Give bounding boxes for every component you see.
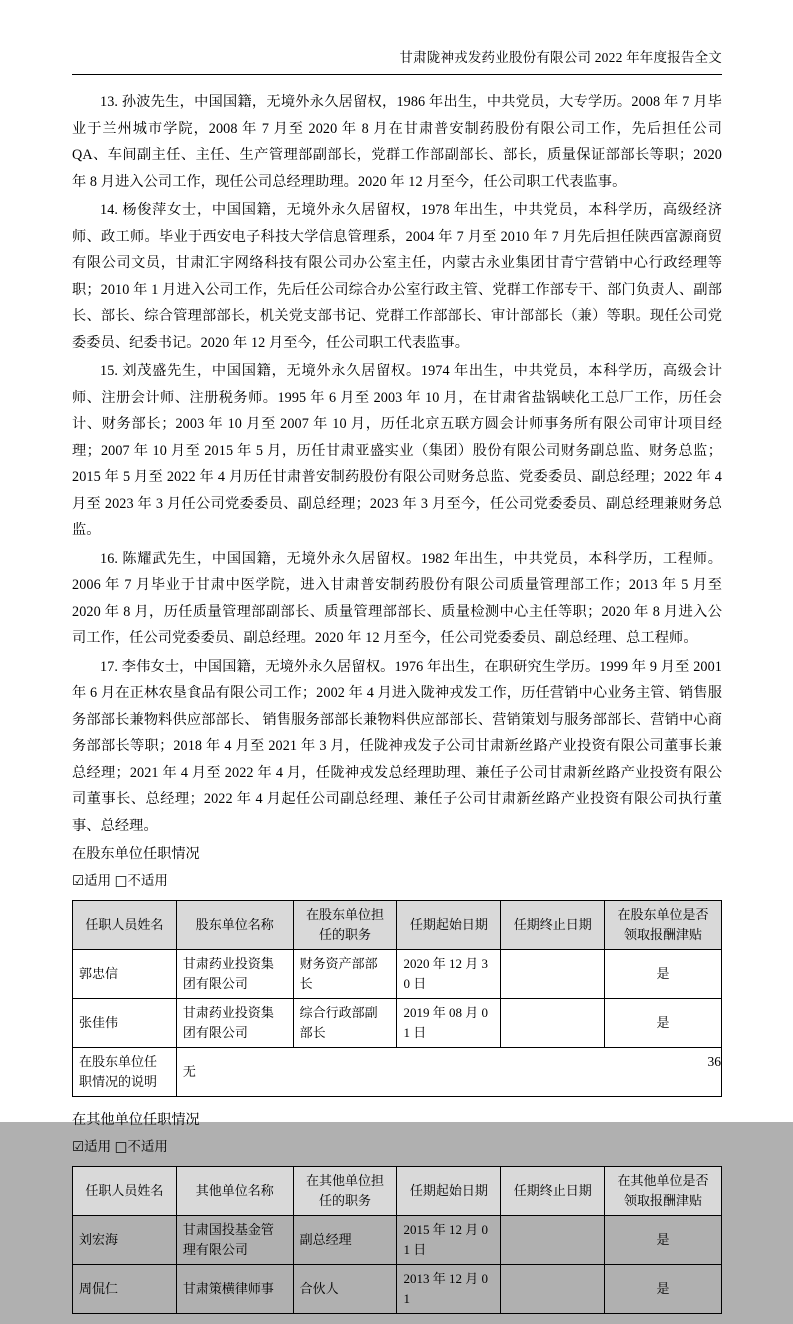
col-post: 在股东单位担任的职务 bbox=[293, 901, 397, 950]
paragraph-14: 14. 杨俊萍女士，中国国籍，无境外永久居留权，1978 年出生，中共党员，本科学历，高级经济师、政工师。毕业于西安电子科技大学信息管理系，2004 年 7 月至 2010 年 7 月先后担任陕西富源商贸有限公司文员，甘肃汇宇网络科技有限公司办公室主任，内蒙古永业集团甘青宁营销中心行政经理等职；2010 年 1 月进入公司工作，先后任公司综合办公室行政主管、党群工作部专干、部门负责人、副部长、部长、综合管理部部长，机关党支部书记、党群工作部部长、审计部部长（兼）等职。现任公司党委委员、纪委书记。2020 年 12 月至今，任公司职工代表监事。 bbox=[72, 202, 722, 351]
cell-post: 合伙人 bbox=[293, 1265, 397, 1314]
col-unit: 股东单位名称 bbox=[176, 901, 293, 950]
cell-end-date bbox=[501, 950, 605, 999]
paragraph-17: 17. 李伟女士，中国国籍，无境外永久居留权。1976 年出生，在职研究生学历。1999 年 9 月至 2001 年 6 月在正林农垦食品有限公司工作；2002 年 4 月进入陇神戎发工作，历任营销中心业务主管、销售服务部部长兼物料供应部部长、 销售服务部部长兼物料供应部部长、营销策划与服务部部长、营销中心商务部部长等职；2018 年 4 月至 2021 年 3 月，任陇神戎发子公司甘肃新丝路产业投资有限公司董事长兼总经理；2021 年 4 月至 2022 年 4 月，任陇神戎发总经理助理、兼任子公司甘肃新丝路产业投资有限公司董事长、总经理；2022 年 4 月起任公司副总经理、兼任子公司甘肃新丝路产业投资有限公司执行董事、总经理。 bbox=[72, 658, 722, 834]
applicable-checkbox-other[interactable]: ☑适用 bbox=[72, 1138, 112, 1155]
table-header-row bbox=[73, 1167, 722, 1216]
paragraph-13: 13. 孙波先生，中国国籍，无境外永久居留权，1986 年出生，中共党员，大专学历。2008 年 7 月毕业于兰州城市学院，2008 年 7 月至 2020 年 8 月在甘肃普安制药股份有限公司工作，先后担任公司 QA、车间副主任、主任、生产管理部副部长，党群工作部副部长、部长，质量保证部部长等职；2020 年 8 月进入公司工作，现任公司总经理助理。2020 年 12 月至今，任公司职工代表监事。 bbox=[72, 94, 722, 190]
other-posts-table bbox=[72, 1166, 722, 1314]
col-unit: 其他单位名称 bbox=[176, 1167, 293, 1216]
cell-end-date bbox=[501, 1265, 605, 1314]
cell-post: 综合行政部副部长 bbox=[293, 999, 397, 1048]
cell-name: 郭忠信 bbox=[73, 950, 177, 999]
cell-unit: 甘肃国投基金管理有限公司 bbox=[176, 1216, 293, 1265]
table-row bbox=[73, 999, 722, 1048]
applicable-checkbox-shareholder[interactable]: ☑适用 bbox=[72, 872, 112, 889]
col-name: 任职人员姓名 bbox=[73, 1167, 177, 1216]
col-post: 在其他单位担任的职务 bbox=[293, 1167, 397, 1216]
cell-unit: 甘肃药业投资集团有限公司 bbox=[176, 950, 293, 999]
section-heading-other-posts: 在其他单位任职情况 bbox=[72, 1112, 200, 1128]
table-note-row bbox=[73, 1048, 722, 1097]
cell-end-date bbox=[501, 1216, 605, 1265]
cell-unit: 甘肃药业投资集团有限公司 bbox=[176, 999, 293, 1048]
cell-start-date: 2019 年 08 月 01 日 bbox=[397, 999, 501, 1048]
cell-start-date: 2015 年 12 月 01 日 bbox=[397, 1216, 501, 1265]
page-number: 36 bbox=[707, 1054, 721, 1069]
table-row bbox=[73, 1216, 722, 1265]
cell-post: 副总经理 bbox=[293, 1216, 397, 1265]
table-row bbox=[73, 1265, 722, 1314]
cell-paid: 是 bbox=[605, 1265, 722, 1314]
not-applicable-checkbox-other[interactable]: □不适用 bbox=[114, 1138, 168, 1155]
cell-end-date bbox=[501, 999, 605, 1048]
cell-paid: 是 bbox=[605, 999, 722, 1048]
cell-start-date: 2020 年 12 月 30 日 bbox=[397, 950, 501, 999]
col-end-date: 任期终止日期 bbox=[501, 1167, 605, 1216]
paragraph-16: 16. 陈耀武先生，中国国籍，无境外永久居留权。1982 年出生，中共党员，本科学历，工程师。2006 年 7 月毕业于甘肃中医学院，进入甘肃普安制药股份有限公司质量管理部工作；2013 年 5 月至 2020 年 8 月，历任质量管理部副部长、质量管理部部长、质量检测中心主任等职；2020 年 8 月进入公司工作，任公司党委委员、副总经理。2020 年 12 月至今，任公司党委委员、副总经理、总工程师。 bbox=[72, 550, 722, 646]
col-end-date: 任期终止日期 bbox=[501, 901, 605, 950]
col-name: 任职人员姓名 bbox=[73, 901, 177, 950]
cell-name: 周侃仁 bbox=[73, 1265, 177, 1314]
shareholder-posts-table bbox=[72, 900, 722, 1097]
cell-name: 张佳伟 bbox=[73, 999, 177, 1048]
col-start-date: 任期起始日期 bbox=[397, 1167, 501, 1216]
not-applicable-checkbox-shareholder[interactable]: □不适用 bbox=[114, 872, 168, 889]
paragraph-15: 15. 刘茂盛先生，中国国籍，无境外永久居留权。1974 年出生，中共党员，本科学历，高级会计师、注册会计师、注册税务师。1995 年 6 月至 2003 年 10 月，在甘肃省盐锅峡化工总厂工作，历任会计、财务部长；2003 年 10 月至 2007 年 10 月，历任北京五联方圆会计师事务所有限公司审计项目经理；2007 年 10 月至 2015 年 5 月，历任甘肃亚盛实业（集团）股份有限公司财务副总监、财务总监；2015 年 5 月至 2022 年 4 月历任甘肃普安制药股份有限公司财务总监、党委委员、副总经理；2022 年 4 月至 2023 年 3 月任公司党委委员、副总经理；2023 年 3 月至今，任公司党委委员、副总经理兼财务总监。 bbox=[72, 363, 722, 538]
cell-paid: 是 bbox=[605, 950, 722, 999]
header-divider bbox=[72, 74, 722, 75]
cell-start-date: 2013 年 12 月 01 bbox=[397, 1265, 501, 1314]
applicability-shareholder-posts bbox=[72, 868, 722, 895]
applicability-other-posts bbox=[72, 1134, 722, 1161]
page-content bbox=[72, 48, 722, 1324]
note-label: 在股东单位任职情况的说明 bbox=[73, 1048, 177, 1097]
col-start-date: 任期起始日期 bbox=[397, 901, 501, 950]
note-value: 无 bbox=[176, 1048, 721, 1097]
table-row bbox=[73, 950, 722, 999]
col-paid: 在股东单位是否领取报酬津贴 bbox=[605, 901, 722, 950]
page-header-title: 甘肃陇神戎发药业股份有限公司 2022 年年度报告全文 bbox=[399, 50, 722, 65]
cell-post: 财务资产部部长 bbox=[293, 950, 397, 999]
cell-paid: 是 bbox=[605, 1216, 722, 1265]
cell-name: 刘宏海 bbox=[73, 1216, 177, 1265]
cell-unit: 甘肃策横律师事 bbox=[176, 1265, 293, 1314]
section-heading-shareholder-posts: 在股东单位任职情况 bbox=[72, 846, 200, 862]
col-paid: 在其他单位是否领取报酬津贴 bbox=[605, 1167, 722, 1216]
table-header-row bbox=[73, 901, 722, 950]
